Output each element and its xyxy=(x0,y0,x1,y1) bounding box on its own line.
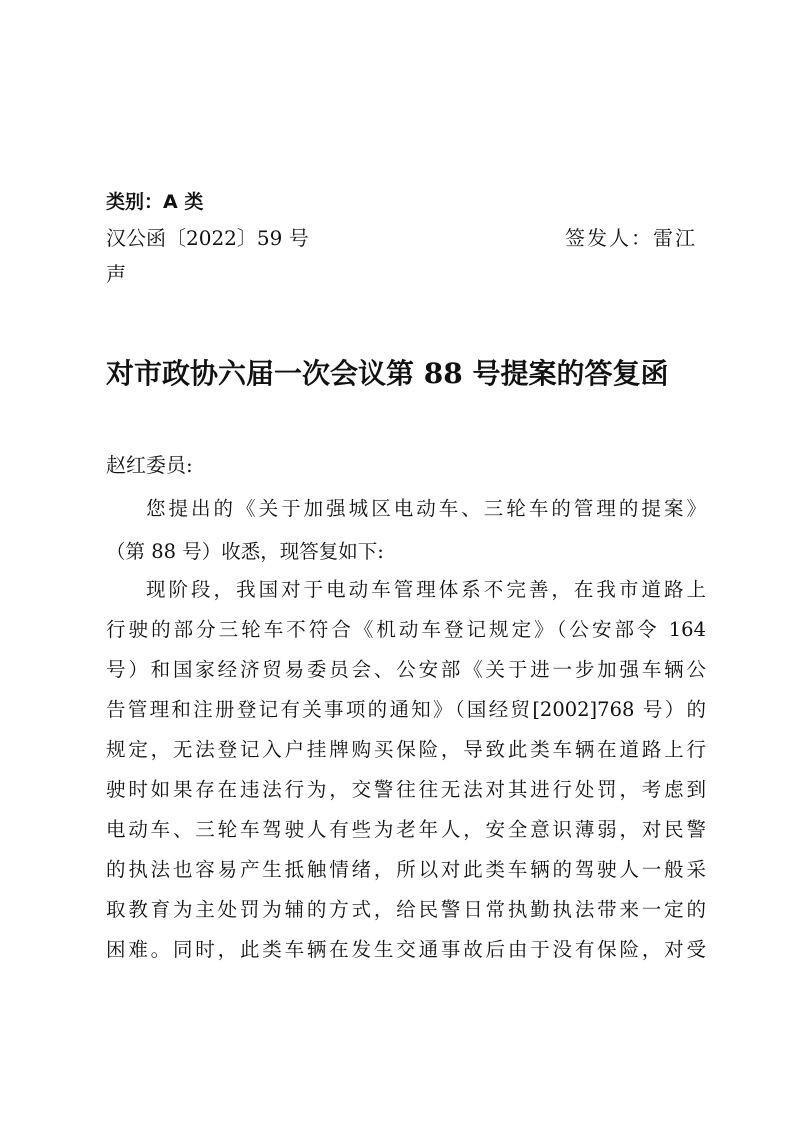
category-label: 类别：A 类 xyxy=(106,191,204,213)
paragraph-2-line-4: 告管理和注册登记有关事项的通知》（国经贸[2002]768 号）的 xyxy=(106,698,706,721)
paragraph-2-line-10: 困难。同时，此类车辆在发生交通事故后由于没有保险，对受 xyxy=(106,938,706,961)
paragraph-1-line-2: （第 88 号）收悉，现答复如下: xyxy=(106,540,384,563)
signer-label-continued: 声 xyxy=(106,262,126,286)
paragraph-2-line-3: 号）和国家经济贸易委员会、公安部《关于进一步加强车辆公 xyxy=(106,658,706,681)
paragraph-2-line-6: 驶时如果存在违法行为，交警往往无法对其进行处罚，考虑到 xyxy=(106,778,706,801)
salutation: 赵红委员: xyxy=(106,453,193,477)
paragraph-2-line-5: 规定，无法登记入户挂牌购买保险，导致此类车辆在道路上行 xyxy=(106,738,706,761)
paragraph-2-line-9: 取教育为主处罚为辅的方式，给民警日常执勤执法带来一定的 xyxy=(106,898,706,921)
signer-label: 签发人：雷江 xyxy=(565,226,697,250)
document-number: 汉公函〔2022〕59 号 xyxy=(106,226,309,250)
paragraph-2-line-8: 的执法也容易产生抵触情绪，所以对此类车辆的驾驶人一般采 xyxy=(106,858,706,881)
paragraph-2-line-7: 电动车、三轮车驾驶人有些为老年人，安全意识薄弱，对民警 xyxy=(106,818,706,841)
paragraph-2-line-1: 现阶段，我国对于电动车管理体系不完善，在我市道路上 xyxy=(146,578,706,601)
document-title: 对市政协六届一次会议第 88 号提案的答复函 xyxy=(106,357,669,390)
paragraph-2-line-2: 行驶的部分三轮车不符合《机动车登记规定》（公安部令 164 xyxy=(106,618,706,641)
paragraph-1-line-1: 您提出的《关于加强城区电动车、三轮车的管理的提案》 xyxy=(146,497,706,520)
